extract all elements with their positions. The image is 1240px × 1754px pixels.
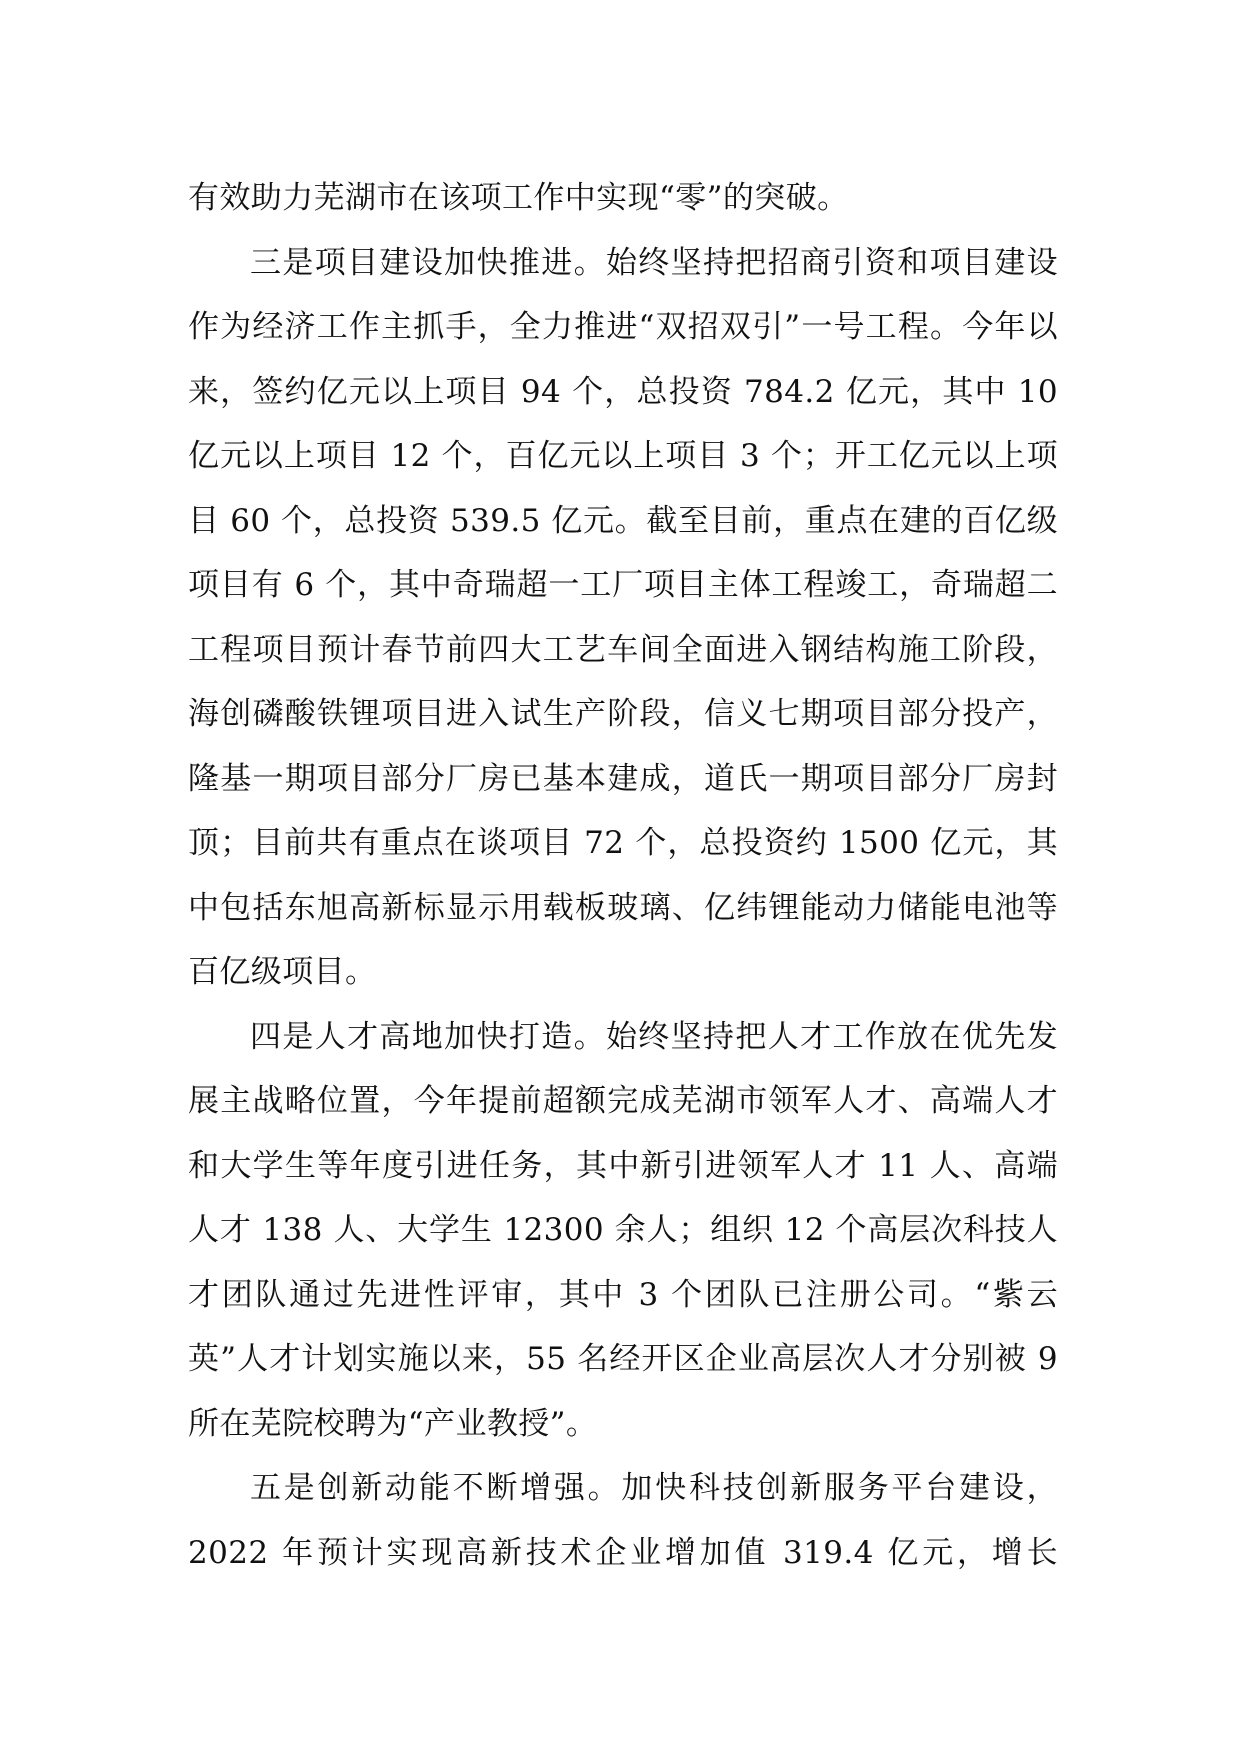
paragraph-talent-highland: 四是人才高地加快打造。始终坚持把人才工作放在优先发展主战略位置，今年提前超额完成芜湖市领军人才、高端人才和大学生等年度引进任务，其中新引进领军人才 11 人、高端人才 138 人、大学生 12300 余人；组织 12 个高层次科技人才团队通过先进性评审，其中 3 个团队已注册公司。“紫云英”人才计划实施以来，55 名经开区企业高层次人才分别被 9 所在芜院校聘为“产业教授”。	[188, 1018, 1058, 1442]
paragraph-continuation: 有效助力芜湖市在该项工作中实现“零”的突破。	[188, 180, 849, 216]
document-body	[188, 166, 1058, 1585]
paragraph-innovation: 五是创新动能不断增强。加快科技创新服务平台建设，2022 年预计实现高新技术企业增加值 319.4 亿元，增长	[188, 1470, 1058, 1571]
paragraph-project-construction: 三是项目建设加快推进。始终坚持把招商引资和项目建设作为经济工作主抓手，全力推进“双招双引”一号工程。今年以来，签约亿元以上项目 94 个，总投资 784.2 亿元，其中 10 亿元以上项目 12 个，百亿元以上项目 3 个；开工亿元以上项目 60 个，总投资 539.5 亿元。截至目前，重点在建的百亿级项目有 6 个，其中奇瑞超一工厂项目主体工程竣工，奇瑞超二工程项目预计春节前四大工艺车间全面进入钢结构施工阶段，海创磷酸铁锂项目进入试生产阶段，信义七期项目部分投产，隆基一期项目部分厂房已基本建成，道氏一期项目部分厂房封顶；目前共有重点在谈项目 72 个，总投资约 1500 亿元，其中包括东旭高新标显示用载板玻璃、亿纬锂能动力储能电池等百亿级项目。	[188, 244, 1058, 990]
